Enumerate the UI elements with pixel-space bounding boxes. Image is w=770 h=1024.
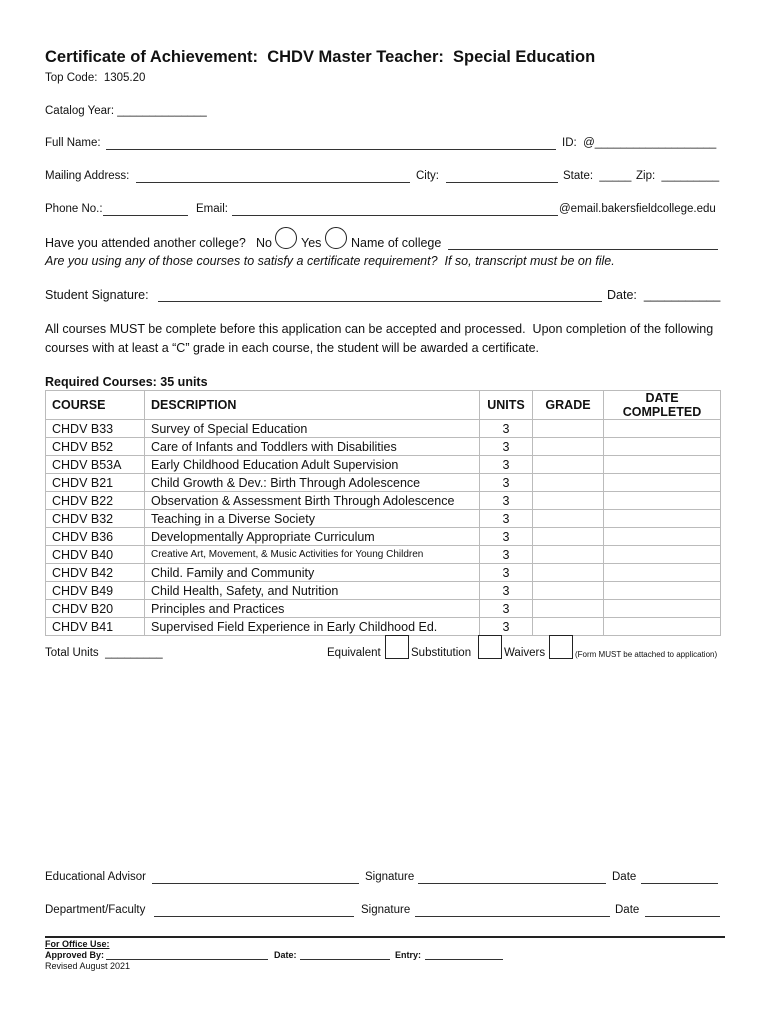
course-units: 3 <box>480 582 533 600</box>
course-date-completed-cell[interactable] <box>604 456 721 474</box>
course-code: CHDV B36 <box>46 528 145 546</box>
course-code: CHDV B20 <box>46 600 145 618</box>
phone-field[interactable] <box>103 215 188 216</box>
course-description: Child Growth & Dev.: Birth Through Adolescence <box>145 474 480 492</box>
course-description: Observation & Assessment Birth Through Adolescence <box>145 492 480 510</box>
advisor-signature-label: Signature <box>365 871 415 883</box>
course-grade-cell[interactable] <box>533 510 604 528</box>
equivalent-checkbox[interactable] <box>385 635 409 659</box>
course-date-completed-cell[interactable] <box>604 618 721 636</box>
course-units: 3 <box>480 438 533 456</box>
substitution-label: Substitution <box>411 647 472 659</box>
course-units: 3 <box>480 456 533 474</box>
table-row <box>46 474 721 492</box>
course-code: CHDV B32 <box>46 510 145 528</box>
course-code: CHDV B53A <box>46 456 145 474</box>
office-use-label: For Office Use: <box>45 939 110 949</box>
table-row <box>46 528 721 546</box>
header-course: COURSE <box>46 391 145 420</box>
course-code: CHDV B33 <box>46 420 145 438</box>
top-code: Top Code: 1305.20 <box>45 72 146 84</box>
attended-question: Have you attended another college? <box>45 236 246 250</box>
waivers-checkbox[interactable] <box>549 635 573 659</box>
course-date-completed-cell[interactable] <box>604 420 721 438</box>
full-name-field[interactable] <box>106 149 556 150</box>
course-description: Child Health, Safety, and Nutrition <box>145 582 480 600</box>
course-grade-cell[interactable] <box>533 474 604 492</box>
course-code: CHDV B42 <box>46 564 145 582</box>
course-grade-cell[interactable] <box>533 528 604 546</box>
substitution-checkbox[interactable] <box>478 635 502 659</box>
office-divider <box>45 936 725 938</box>
course-description: Creative Art, Movement, & Music Activities for Young Children <box>145 546 480 564</box>
advisor-date-field[interactable] <box>641 883 718 884</box>
table-row <box>46 546 721 564</box>
instructions-line-2: courses with at least a “C” grade in each course, the student will be awarded a certificate. <box>45 341 540 355</box>
office-date-field[interactable] <box>300 959 390 960</box>
course-units: 3 <box>480 600 533 618</box>
course-code: CHDV B49 <box>46 582 145 600</box>
instructions-line-1: All courses MUST be complete before this application can be accepted and processed. Upon completion of the following <box>45 322 714 336</box>
course-description: Developmentally Appropriate Curriculum <box>145 528 480 546</box>
course-units: 3 <box>480 618 533 636</box>
course-date-completed-cell[interactable] <box>604 438 721 456</box>
advisor-date-label: Date <box>612 871 637 883</box>
course-description: Care of Infants and Toddlers with Disabilities <box>145 438 480 456</box>
table-row <box>46 582 721 600</box>
email-field[interactable] <box>232 215 558 216</box>
course-grade-cell[interactable] <box>533 420 604 438</box>
advisor-label: Educational Advisor <box>45 871 147 883</box>
no-label: No <box>256 236 272 250</box>
department-signature-field[interactable] <box>415 916 610 917</box>
advisor-field[interactable] <box>152 883 359 884</box>
form-note: (Form MUST be attached to application) <box>575 650 718 659</box>
table-row <box>46 456 721 474</box>
revised-date: Revised August 2021 <box>45 961 131 971</box>
course-date-completed-cell[interactable] <box>604 492 721 510</box>
course-units: 3 <box>480 564 533 582</box>
table-row <box>46 600 721 618</box>
city-label: City: <box>416 170 439 182</box>
zip-field[interactable]: Zip: _________ <box>636 170 720 182</box>
header-date-completed: DATE COMPLETED <box>604 391 721 420</box>
student-signature-label: Student Signature: <box>45 288 149 302</box>
table-row <box>46 420 721 438</box>
course-units: 3 <box>480 510 533 528</box>
mailing-address-field[interactable] <box>136 182 410 183</box>
course-description: Principles and Practices <box>145 600 480 618</box>
table-header-row <box>46 391 721 420</box>
course-grade-cell[interactable] <box>533 438 604 456</box>
course-grade-cell[interactable] <box>533 600 604 618</box>
department-field[interactable] <box>154 916 354 917</box>
department-label: Department/Faculty <box>45 904 146 916</box>
college-name-field[interactable] <box>448 249 718 250</box>
form-title: Certificate of Achievement: CHDV Master Teacher: Special Education <box>45 48 596 66</box>
course-date-completed-cell[interactable] <box>604 510 721 528</box>
city-field[interactable] <box>446 182 558 183</box>
email-label: Email: <box>196 203 228 215</box>
course-code: CHDV B22 <box>46 492 145 510</box>
course-code: CHDV B40 <box>46 546 145 564</box>
course-description: Early Childhood Education Adult Supervision <box>145 456 480 474</box>
course-description: Supervised Field Experience in Early Childhood Ed. <box>145 618 480 636</box>
catalog-year-field[interactable]: Catalog Year: ______________ <box>45 105 207 117</box>
course-description: Survey of Special Education <box>145 420 480 438</box>
table-row <box>46 510 721 528</box>
course-grade-cell[interactable] <box>533 564 604 582</box>
course-code: CHDV B41 <box>46 618 145 636</box>
required-courses-heading: Required Courses: 35 units <box>45 375 208 389</box>
student-signature-field[interactable] <box>158 301 602 302</box>
name-of-college-label: Name of college <box>351 236 442 250</box>
department-date-field[interactable] <box>645 916 720 917</box>
student-date-field[interactable]: Date: ___________ <box>607 288 721 302</box>
approved-by-field[interactable] <box>106 959 268 960</box>
course-date-completed-cell[interactable] <box>604 546 721 564</box>
course-units: 3 <box>480 492 533 510</box>
course-date-completed-cell[interactable] <box>604 564 721 582</box>
no-radio[interactable] <box>275 227 297 249</box>
total-units-field[interactable]: Total Units _________ <box>45 647 163 659</box>
entry-label: Entry: <box>395 950 422 960</box>
approved-by-label: Approved By: <box>45 950 105 960</box>
course-grade-cell[interactable] <box>533 582 604 600</box>
table-row <box>46 492 721 510</box>
course-date-completed-cell[interactable] <box>604 582 721 600</box>
course-units: 3 <box>480 528 533 546</box>
course-grade-cell[interactable] <box>533 456 604 474</box>
course-grade-cell[interactable] <box>533 546 604 564</box>
department-signature-label: Signature <box>361 904 411 916</box>
course-grade-cell[interactable] <box>533 618 604 636</box>
advisor-signature-field[interactable] <box>418 883 606 884</box>
course-description: Teaching in a Diverse Society <box>145 510 480 528</box>
mailing-address-label: Mailing Address: <box>45 170 130 182</box>
full-name-label: Full Name: <box>45 137 101 149</box>
table-row <box>46 618 721 636</box>
transcript-note: Are you using any of those courses to satisfy a certificate requirement? If so, transcript must be on file. <box>45 254 615 268</box>
table-row <box>46 564 721 582</box>
office-date-label: Date: <box>274 950 297 960</box>
course-code: CHDV B52 <box>46 438 145 456</box>
student-id-field[interactable]: ID: @___________________ <box>562 137 717 149</box>
entry-field[interactable] <box>425 959 503 960</box>
header-grade: GRADE <box>533 391 604 420</box>
course-date-completed-cell[interactable] <box>604 528 721 546</box>
email-domain: @email.bakersfieldcollege.edu <box>559 203 716 215</box>
state-field[interactable]: State: _____ <box>563 170 632 182</box>
header-units: UNITS <box>480 391 533 420</box>
course-date-completed-cell[interactable] <box>604 600 721 618</box>
yes-radio[interactable] <box>325 227 347 249</box>
course-units: 3 <box>480 420 533 438</box>
yes-label: Yes <box>301 236 322 250</box>
course-description: Child. Family and Community <box>145 564 480 582</box>
course-code: CHDV B21 <box>46 474 145 492</box>
header-description: DESCRIPTION <box>145 391 480 420</box>
table-row <box>46 438 721 456</box>
waivers-label: Waivers <box>504 647 546 659</box>
course-units: 3 <box>480 474 533 492</box>
equivalent-label: Equivalent <box>327 647 381 659</box>
course-grade-cell[interactable] <box>533 492 604 510</box>
department-date-label: Date <box>615 904 640 916</box>
phone-label: Phone No.: <box>45 203 103 215</box>
courses-table <box>45 390 721 636</box>
course-units: 3 <box>480 546 533 564</box>
course-date-completed-cell[interactable] <box>604 474 721 492</box>
